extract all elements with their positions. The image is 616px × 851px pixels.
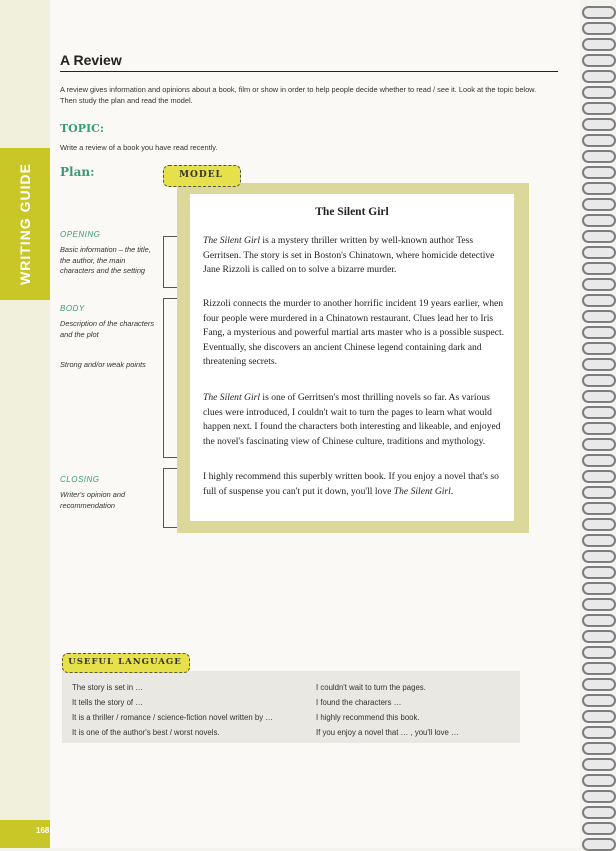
spiral-coil	[582, 710, 616, 723]
spiral-coil	[582, 582, 616, 595]
spiral-coil	[582, 54, 616, 67]
model-tab-label: MODEL	[179, 170, 223, 180]
spiral-coil	[582, 198, 616, 211]
page-title: A Review	[60, 52, 122, 68]
useful-language-label: USEFUL LANGUAGE	[68, 657, 182, 667]
spiral-coil	[582, 790, 616, 803]
closing-label: CLOSING	[60, 475, 100, 484]
review-title: The Silent Girl	[315, 206, 389, 218]
spiral-coil	[582, 22, 616, 35]
spiral-coil	[582, 134, 616, 147]
body-label: BODY	[60, 304, 85, 313]
spiral-coil	[582, 326, 616, 339]
useful-phrase: If you enjoy a novel that … , you'll love …	[316, 728, 459, 737]
spiral-coil	[582, 534, 616, 547]
useful-phrase: The story is set in …	[72, 683, 144, 692]
spiral-coil	[582, 406, 616, 419]
spiral-coil	[582, 678, 616, 691]
spiral-coil	[582, 278, 616, 291]
opening-bracket	[163, 236, 178, 288]
spiral-coil	[582, 342, 616, 355]
topic-heading: TOPIC:	[60, 122, 104, 135]
review-paragraph-2: Rizzoli connects the murder to another horrific incident 19 years earlier, when four people were murdered in a Chinatown restaurant. Clues lead her to Iris Fang, a mysterious and powerful martial arts master who is a possible suspect. Eventually, she discovers an ancient Chinese legend containing dark and threatening secrets.	[203, 298, 505, 368]
review-paragraph-3: The Silent Girl is one of Gerritsen's most thrilling novels so far. As various clues were introduced, I couldn't wait to turn the pages to learn what would happen next. I found the characters both interesting and likeable, and enjoyed the novel's fascinating view of Chinese culture, traditions and mythology.	[203, 392, 501, 447]
spiral-coil	[582, 518, 616, 531]
spiral-coil	[582, 694, 616, 707]
spiral-coil	[582, 646, 616, 659]
book-title-italic: The Silent Girl	[393, 485, 451, 497]
spiral-coil	[582, 758, 616, 771]
spiral-coil	[582, 102, 616, 115]
review-paragraph-4: I highly recommend this superbly written book. If you enjoy a novel that's so full of suspense you can't put it down, you'll love The Silent Girl.	[203, 471, 499, 497]
intro-text: A review gives information and opinions about a book, film or show in order to help people decide whether to read / see it. Look at the topic below. Then study the plan and read the model.	[60, 85, 537, 105]
useful-phrase: I highly recommend this book.	[316, 713, 420, 722]
writing-guide-label: WRITING GUIDE	[17, 163, 33, 285]
spiral-binding	[578, 0, 616, 848]
spiral-coil	[582, 150, 616, 163]
body-bracket	[163, 298, 178, 458]
spiral-coil	[582, 182, 616, 195]
book-title-italic: The Silent Girl	[203, 235, 261, 246]
spiral-coil	[582, 86, 616, 99]
opening-description: Basic information – the title, the author, the main characters and the setting	[60, 245, 151, 275]
review-paragraph-1: The Silent Girl is a mystery thriller written by well-known author Tess Gerritsen. The story is set in Boston's Chinatown, where homicide detective Jane Rizzoli is called on to solve a bizarre murder.	[203, 235, 495, 276]
spiral-coil	[582, 70, 616, 83]
spiral-coil	[582, 774, 616, 787]
spiral-coil	[582, 486, 616, 499]
spiral-coil	[582, 166, 616, 179]
side-strip	[0, 0, 50, 848]
book-title-italic: The Silent Girl	[203, 392, 261, 403]
spiral-coil	[582, 246, 616, 259]
spiral-coil	[582, 422, 616, 435]
spiral-coil	[582, 310, 616, 323]
spiral-coil	[582, 214, 616, 227]
closing-description: Writer's opinion and recommendation	[60, 490, 126, 510]
closing-bracket	[163, 468, 178, 528]
spiral-coil	[582, 726, 616, 739]
spiral-coil	[582, 38, 616, 51]
spiral-coil	[582, 630, 616, 643]
spiral-coil	[582, 470, 616, 483]
spiral-coil	[582, 662, 616, 675]
spiral-coil	[582, 614, 616, 627]
spiral-coil	[582, 262, 616, 275]
spiral-coil	[582, 438, 616, 451]
spiral-coil	[582, 806, 616, 819]
title-rule	[60, 71, 558, 72]
useful-phrase: It tells the story of …	[72, 698, 144, 707]
useful-phrase: I couldn't wait to turn the pages.	[316, 683, 426, 692]
spiral-coil	[582, 230, 616, 243]
plan-heading: Plan:	[60, 165, 95, 179]
body-description: Description of the characters and the plot	[60, 319, 155, 339]
useful-phrase: It is one of the author's best / worst novels.	[72, 728, 220, 737]
spiral-coil	[582, 358, 616, 371]
useful-phrase: It is a thriller / romance / science-fiction novel written by …	[72, 713, 274, 722]
page-number: 168	[36, 826, 50, 835]
opening-label: OPENING	[60, 230, 101, 239]
spiral-coil	[582, 838, 616, 851]
spiral-coil	[582, 390, 616, 403]
body-points: Strong and/or weak points	[60, 360, 146, 369]
spiral-coil	[582, 598, 616, 611]
spiral-coil	[582, 294, 616, 307]
spiral-coil	[582, 454, 616, 467]
spiral-coil	[582, 566, 616, 579]
spiral-coil	[582, 374, 616, 387]
spiral-coil	[582, 822, 616, 835]
topic-text: Write a review of a book you have read recently.	[60, 143, 218, 152]
useful-phrase: I found the characters …	[316, 698, 402, 707]
spiral-coil	[582, 550, 616, 563]
spiral-coil	[582, 6, 616, 19]
spiral-coil	[582, 742, 616, 755]
spiral-coil	[582, 502, 616, 515]
spiral-coil	[582, 118, 616, 131]
